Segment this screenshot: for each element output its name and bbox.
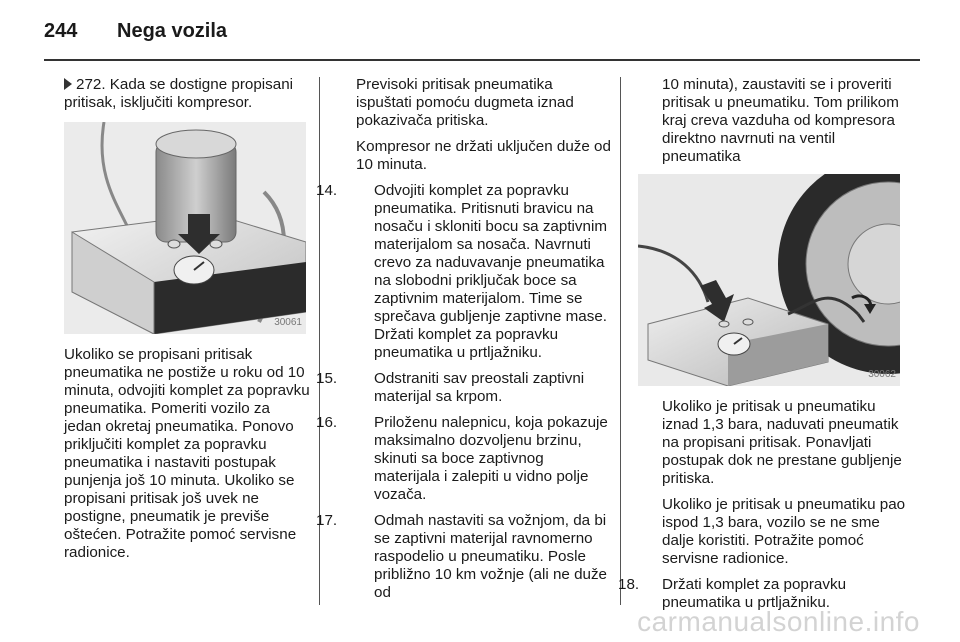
figure-compressor xyxy=(64,122,306,334)
header-rule xyxy=(44,59,920,61)
figure-tyre-inflation xyxy=(638,174,900,386)
step-text: Priloženu nalepnicu, koja pokazuje maksimalno dozvoljenu brzinu, skinuti sa boce zaptivnog materijala i zalepiti u vidno polje vozača. xyxy=(374,414,608,503)
paragraph-continuation: 10 minuta), zaustaviti se i proveriti pritisak u pneumatiku. Tom prilikom kraj creva vazduha od kompresora direktno navrnuti na ventil pneumatika xyxy=(662,76,899,165)
page-number: 244 xyxy=(44,20,78,42)
step-number: 17. xyxy=(316,512,338,529)
column-1 xyxy=(64,76,310,570)
paragraph-compressor-limit: Kompresor ne držati uključen duže od 10 minuta. xyxy=(356,138,611,173)
section-title: Nega vozila xyxy=(117,20,228,42)
step-16 xyxy=(316,414,612,504)
step-15 xyxy=(316,370,612,406)
step-text: Odvojiti komplet za popravku pneumatika. Pritisnuti bravicu na nosaču i skloniti bocu sa zaptivnim materijalom sa nosača. Navrnuti crevo za naduvavanje pneumatika na slobodni priključak boce sa zaptivnim materijalom. Time se sprečava gubljenje zaptivne mase. Držati komplet za popravku pneumatika u prtljažniku. xyxy=(374,182,608,361)
column-3 xyxy=(618,76,906,620)
step-number: 15. xyxy=(316,370,338,387)
figure-number: 30061 xyxy=(274,317,302,328)
column-divider-2 xyxy=(620,77,621,605)
step-number: 16. xyxy=(316,414,338,431)
paragraph-pressure-not-reached: Ukoliko se propisani pritisak pneumatika ne postiže u roku od 10 minuta, odvojiti komplet za popravku pneumatika. Pomeriti vozilo za jedan okretaj pneumatika. Ponovo priključiti komplet za popravku pneumatika i nastaviti postupak punjenja još 10 minuta. Ukoliko se propisani pritisak još uvek ne postigne, pneumatik je previše oštećen. Potražite pomoć servisne radionice. xyxy=(64,346,310,561)
step-number: 18. xyxy=(618,576,640,593)
step-text: Držati komplet za popravku pneumatika u prtljažniku. xyxy=(662,576,847,611)
reference-arrow-icon xyxy=(64,78,72,90)
watermark-bar xyxy=(0,608,960,642)
step-text: Odmah nastaviti sa vožnjom, da bi se zaptivni materijal ravnomerno raspodelio u pneumatiku. Posle približno 10 km vožnje (ali ne duže od xyxy=(374,512,607,601)
step-number: 14. xyxy=(316,182,338,199)
intro-text: propisani pritisak, isključiti kompresor. xyxy=(64,76,294,111)
ref-number[interactable]: 272. Kada se dostigne xyxy=(76,76,228,93)
intro-paragraph xyxy=(64,76,310,112)
step-text: Odstraniti sav preostali zaptivni materijal sa krpom. xyxy=(374,370,585,405)
paragraph-overpressure: Previsoki pritisak pneumatika ispuštati pomoću dugmeta iznad pokazivača pritiska. xyxy=(356,76,574,129)
watermark-text: carmanualsonline.info xyxy=(637,606,920,637)
compressor-illustration xyxy=(64,122,306,334)
step-17 xyxy=(316,512,612,602)
column-2 xyxy=(316,76,612,610)
paragraph-below-1-3-bar: Ukoliko je pritisak u pneumatiku pao ispod 1,3 bara, vozilo se ne sme dalje koristiti. Potražite pomoć servisne radionice. xyxy=(662,496,906,567)
paragraph-above-1-3-bar: Ukoliko je pritisak u pneumatiku iznad 1,3 bara, naduvati pneumatik na propisani pritisak. Ponavljati postupak dok ne prestane gubljenje pritiska. xyxy=(662,398,902,487)
page-header xyxy=(0,0,960,60)
tyre-inflation-illustration xyxy=(638,174,900,386)
step-14 xyxy=(316,182,612,362)
figure-number: 30062 xyxy=(868,369,896,380)
steps-list xyxy=(316,182,612,602)
